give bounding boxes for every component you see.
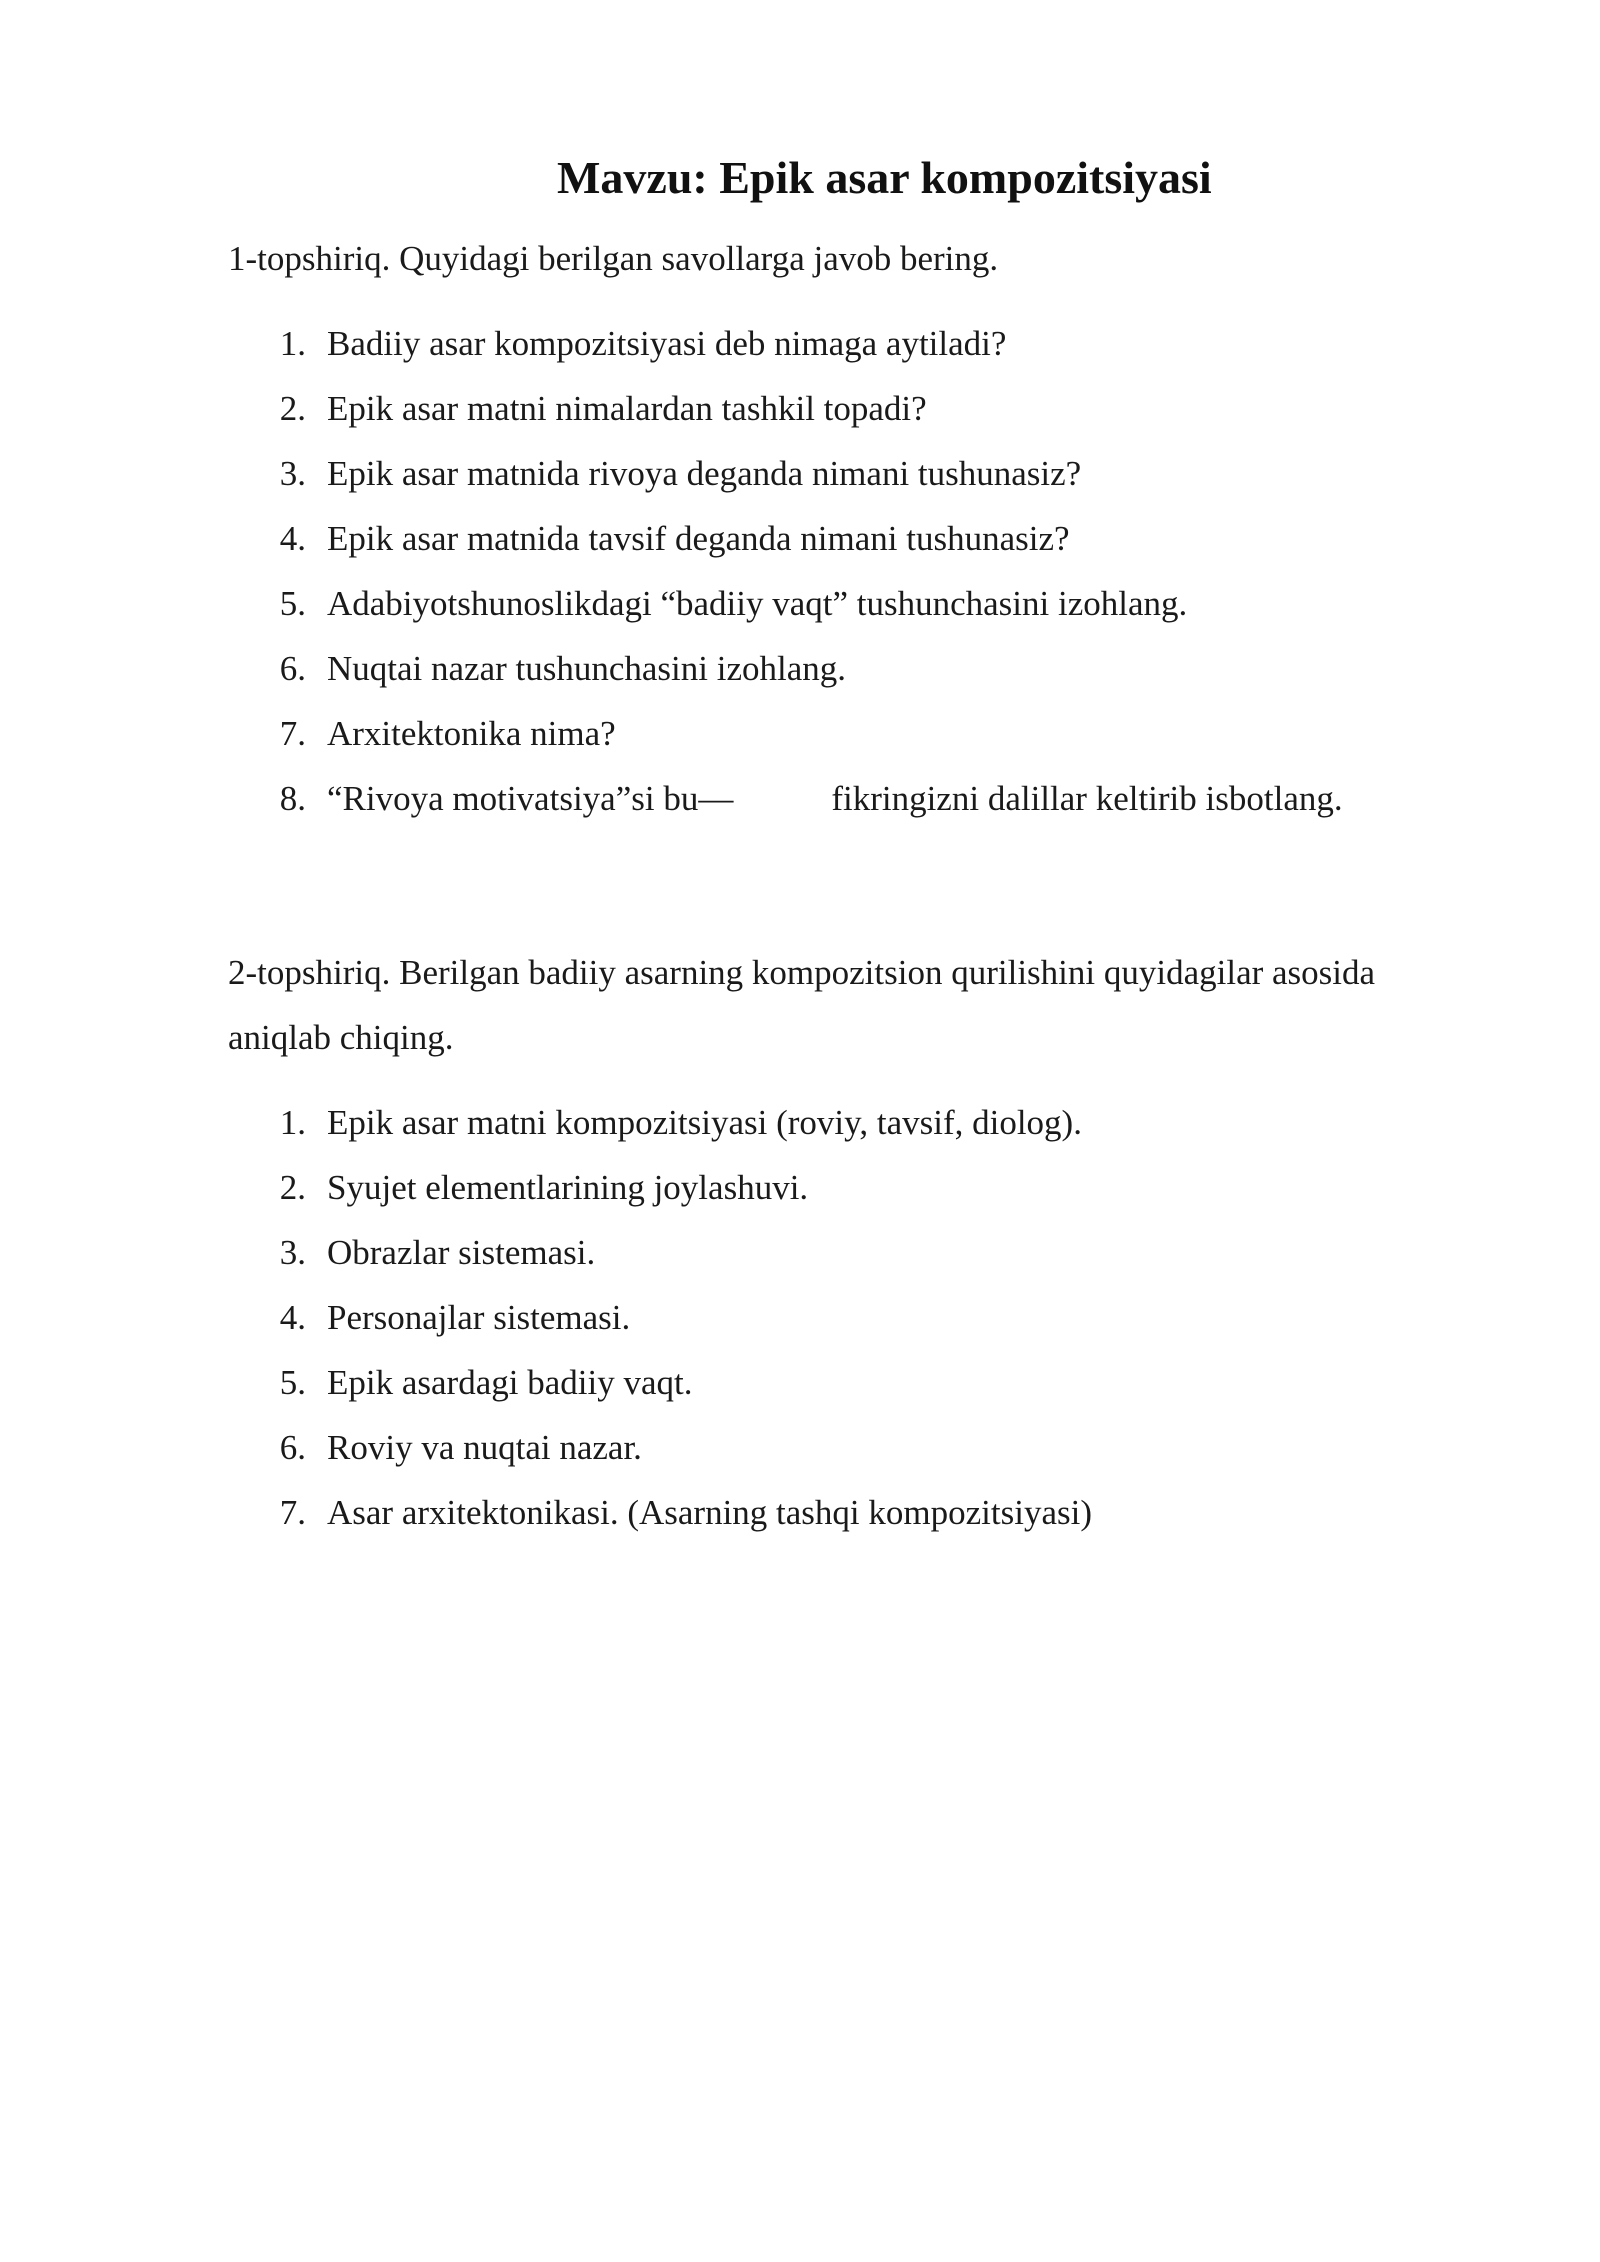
task2-heading: 2-topshiriq. Berilgan badiiy asarning kompozitsion qurilishini quyidagilar asosida aniqlab chiqing. [228,953,1376,1057]
item-text: Nuqtai nazar tushunchasini izohlang. [327,649,847,688]
item-text: Roviy va nuqtai nazar. [327,1428,642,1467]
item-text: Arxitektonika nima? [327,714,616,753]
item-number: 5. [279,584,306,623]
item-text: Epik asar matni kompozitsiyasi (roviy, tavsif, diolog). [327,1103,1082,1142]
item-number: 2. [279,389,306,428]
item-number: 8. [279,779,306,818]
item-number: 1. [279,1103,306,1142]
item-text-start: “Rivoya motivatsiya”si bu— [327,779,734,818]
item-text: Personajlar sistemasi. [327,1298,631,1337]
item-text: Syujet elementlarining joylashuvi. [327,1168,809,1207]
item-text: Asar arxitektonikasi. (Asarning tashqi kompozitsiyasi) [327,1493,1092,1532]
item-text: Epik asar matnida tavsif deganda nimani tushunasiz? [327,519,1070,558]
item-text: Badiiy asar kompozitsiyasi deb nimaga aytiladi? [327,324,1007,363]
item-number: 3. [279,1233,306,1272]
item-number: 7. [279,714,306,753]
item-number: 4. [279,1298,306,1337]
item-number: 1. [279,324,306,363]
item-number: 7. [279,1493,306,1532]
item-number: 6. [279,1428,306,1467]
task1-heading: 1-topshiriq. Quyidagi berilgan savollarga javob bering. [228,239,999,278]
item-number: 5. [279,1363,306,1402]
item-text [327,766,1343,831]
item-text: Epik asar matni nimalardan tashkil topadi? [327,389,927,428]
item-text: Adabiyotshunoslikdagi “badiiy vaqt” tushunchasini izohlang. [327,584,1188,623]
item-text: Obrazlar sistemasi. [327,1233,596,1272]
item-text-end: fikringizni dalillar keltirib isbotlang. [831,779,1343,818]
item-number: 6. [279,649,306,688]
page-title: Mavzu: Epik asar kompozitsiyasi [557,152,1212,203]
item-number: 4. [279,519,306,558]
item-number: 3. [279,454,306,493]
item-text: Epik asar matnida rivoya deganda nimani tushunasiz? [327,454,1082,493]
item-text: Epik asardagi badiiy vaqt. [327,1363,693,1402]
item-number: 2. [279,1168,306,1207]
